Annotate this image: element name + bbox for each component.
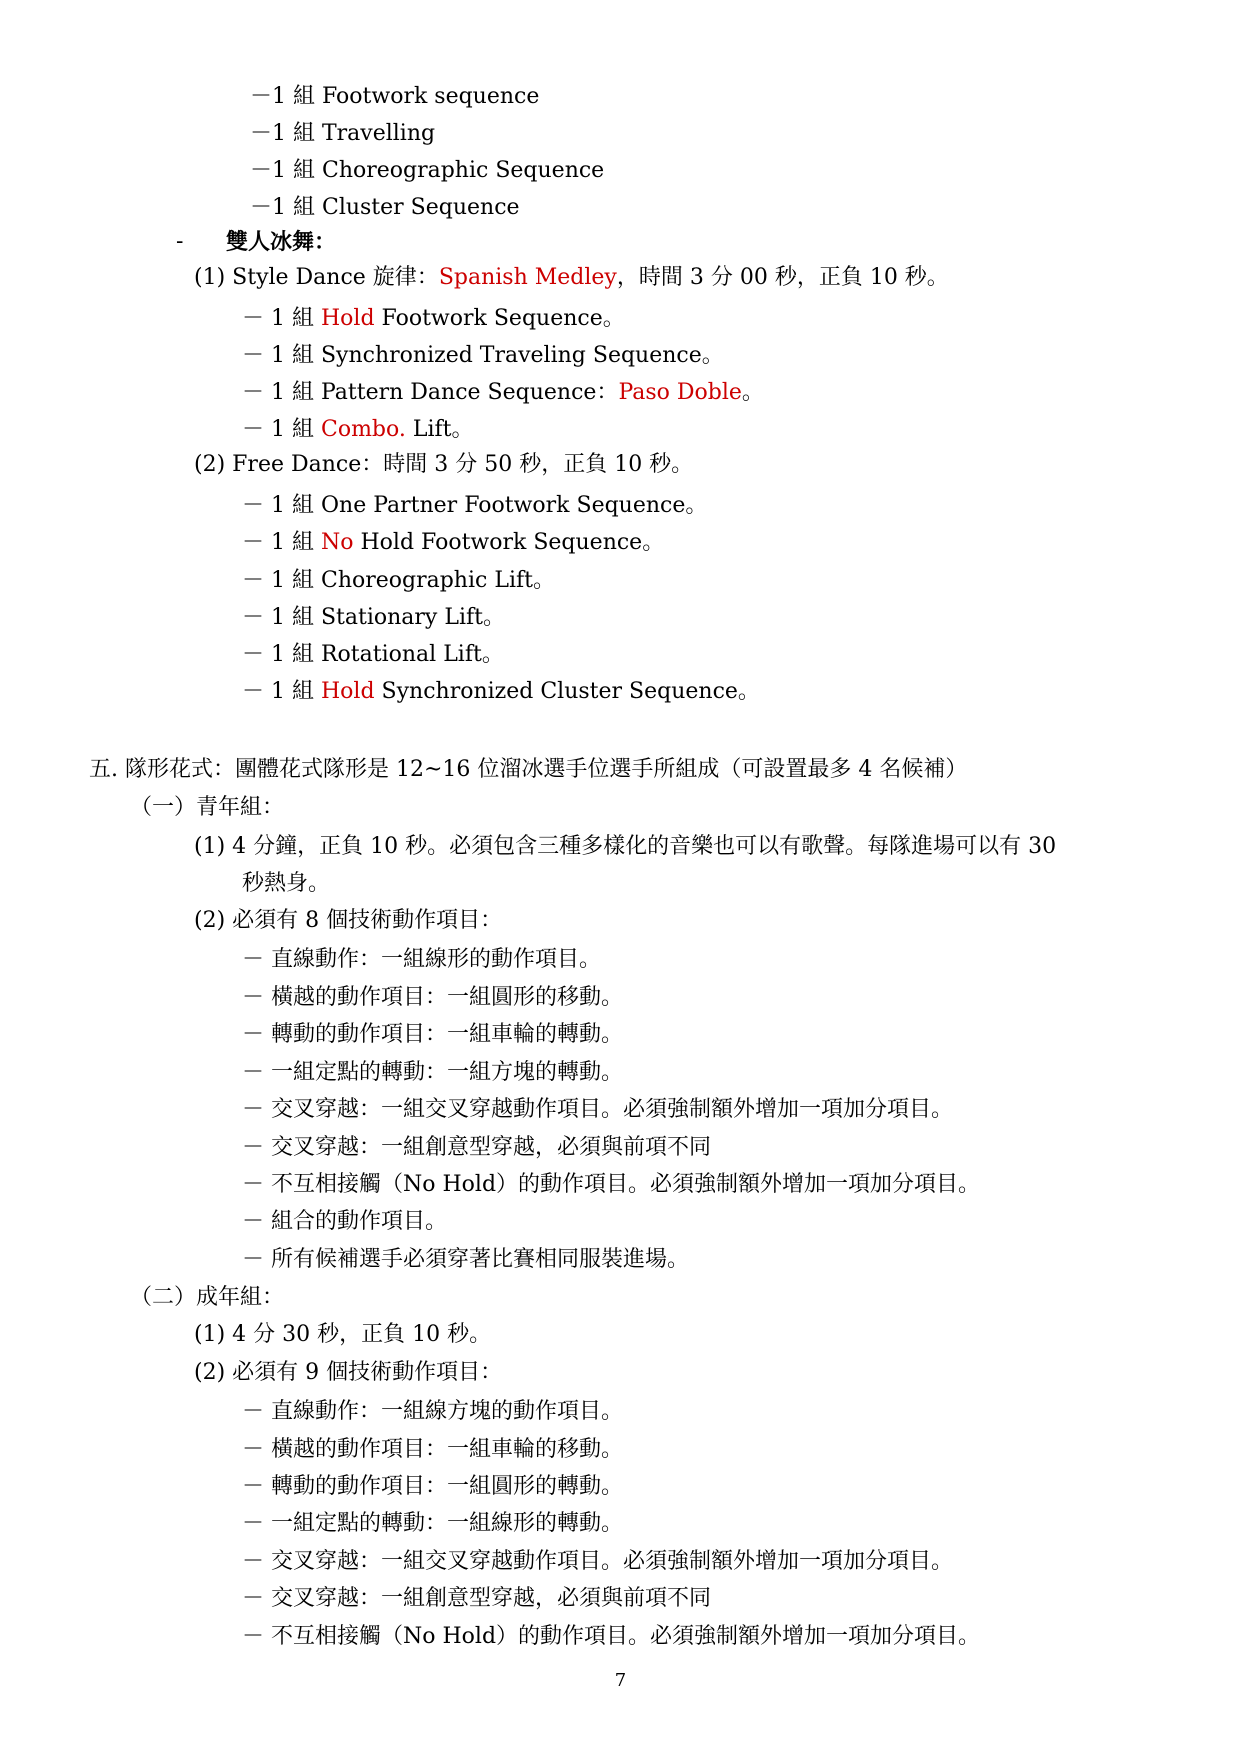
- list-item: － 轉動的動作項目：一組車輪的轉動。: [242, 1022, 623, 1047]
- pairs-heading: 雙人冰舞：: [226, 229, 337, 255]
- list-item: － 直線動作：一組線方塊的動作項目。: [242, 1399, 623, 1424]
- pairs-bullet: -: [176, 229, 184, 254]
- list-item: － 交叉穿越：一組交叉穿越動作項目。必須強制額外增加一項加分項目。: [242, 1097, 953, 1122]
- list-item: －1 組 Cluster Sequence: [250, 195, 520, 220]
- list-item: － 組合的動作項目。: [242, 1209, 447, 1234]
- list-item: － 1 組 One Partner Footwork Sequence。: [242, 493, 708, 518]
- page-number: 7: [614, 1670, 627, 1691]
- subsection-heading: （一）青年組：: [130, 795, 285, 820]
- free-dance-line: (2) Free Dance：時間 3 分 50 秒，正負 10 秒。: [194, 452, 694, 477]
- paragraph: (2) 必須有 8 個技術動作項目：: [194, 908, 503, 933]
- list-item: －1 組 Choreographic Sequence: [250, 158, 605, 183]
- list-item: － 1 組 Hold Synchronized Cluster Sequence。: [242, 679, 760, 704]
- list-item: － 交叉穿越：一組創意型穿越，必須與前項不同: [242, 1135, 711, 1160]
- list-item: － 交叉穿越：一組交叉穿越動作項目。必須強制額外增加一項加分項目。: [242, 1549, 953, 1574]
- list-item: － 1 組 Hold Footwork Sequence。: [242, 306, 625, 331]
- list-item: －1 組 Travelling: [250, 121, 436, 146]
- list-item: － 直線動作：一組線形的動作項目。: [242, 947, 601, 972]
- list-item: － 一組定點的轉動：一組線形的轉動。: [242, 1511, 623, 1536]
- list-item: － 交叉穿越：一組創意型穿越，必須與前項不同: [242, 1586, 711, 1611]
- paragraph: (2) 必須有 9 個技術動作項目：: [194, 1360, 503, 1385]
- list-item: － 1 組 Pattern Dance Sequence：Paso Doble。: [242, 380, 764, 405]
- list-item: － 所有候補選手必須穿著比賽相同服裝進場。: [242, 1247, 689, 1272]
- paragraph: (1) 4 分鐘，正負 10 秒。必須包含三種多樣化的音樂也可以有歌聲。每隊進場可以有 30: [194, 834, 1057, 859]
- style-dance-line: (1) Style Dance 旋律：Spanish Medley，時間 3 分 00 秒，正負 10 秒。: [194, 265, 949, 290]
- list-item: － 1 組 Combo. Lift。: [242, 417, 474, 442]
- list-item: － 1 組 Rotational Lift。: [242, 642, 504, 667]
- list-item: － 一組定點的轉動：一組方塊的轉動。: [242, 1060, 623, 1085]
- list-item: － 橫越的動作項目：一組圓形的移動。: [242, 985, 623, 1010]
- list-item: － 1 組 No Hold Footwork Sequence。: [242, 530, 665, 555]
- list-item: － 不互相接觸（No Hold）的動作項目。必須強制額外增加一項加分項目。: [242, 1172, 981, 1197]
- list-item: － 1 組 Choreographic Lift。: [242, 568, 555, 593]
- list-item: － 橫越的動作項目：一組車輪的移動。: [242, 1437, 623, 1462]
- subsection-heading: （二）成年組：: [130, 1285, 285, 1310]
- paragraph: 秒熱身。: [242, 871, 331, 896]
- list-item: － 轉動的動作項目：一組圓形的轉動。: [242, 1474, 623, 1499]
- list-item: － 1 組 Synchronized Traveling Sequence。: [242, 343, 724, 368]
- paragraph: (1) 4 分 30 秒，正負 10 秒。: [194, 1322, 492, 1347]
- list-item: －1 組 Footwork sequence: [250, 84, 540, 109]
- list-item: － 1 組 Stationary Lift。: [242, 605, 505, 630]
- section-heading: 五. 隊形花式：團體花式隊形是 12~16 位溜冰選手位選手所組成（可設置最多 4 名候補）: [89, 757, 968, 782]
- list-item: － 不互相接觸（No Hold）的動作項目。必須強制額外增加一項加分項目。: [242, 1624, 981, 1649]
